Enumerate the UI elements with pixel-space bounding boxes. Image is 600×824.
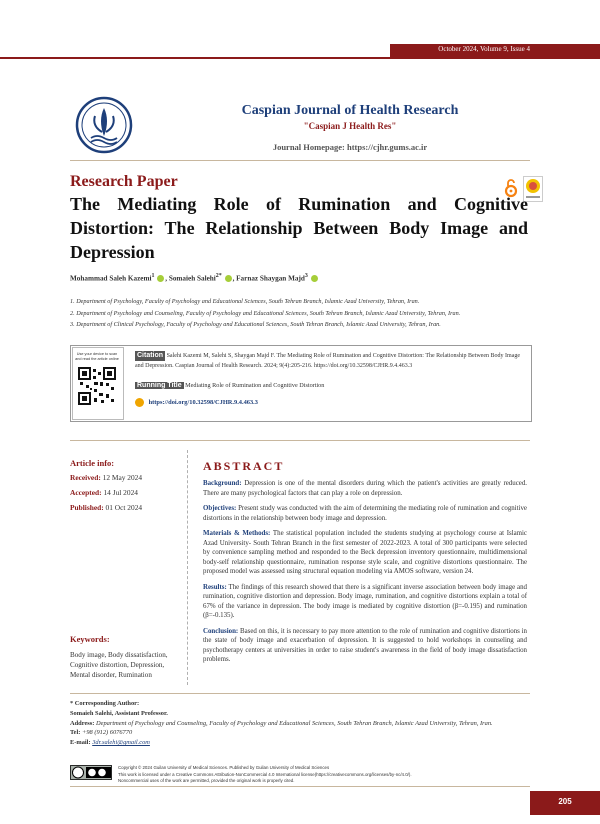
affiliations bbox=[70, 296, 530, 331]
abstract-results bbox=[203, 583, 527, 621]
doi-row[interactable] bbox=[135, 398, 523, 407]
running-title bbox=[135, 382, 523, 389]
journal-logo bbox=[75, 96, 133, 154]
author-affiliation: 3 bbox=[304, 273, 308, 279]
accepted-label: Accepted: bbox=[70, 488, 102, 497]
cc-license-icon[interactable] bbox=[70, 765, 112, 780]
doi-icon bbox=[135, 398, 144, 407]
divider bbox=[70, 440, 530, 441]
objectives-label: Objectives: bbox=[203, 505, 237, 512]
article-info-heading: Article info: bbox=[70, 458, 115, 468]
results-label: Results: bbox=[203, 583, 227, 591]
author-name: Somaieh Salehi bbox=[168, 274, 216, 283]
methods-text: The statistical population included the students studying at psychology course at Islamic Azad University- South Tehran Branch in the first semester of 2022-2023. A total of 300 participants were selected by convenience sampling method and responded to the Beck depression inventory questionnaire, multidimensional body-self relationship questionnaire, rumination response style scale, and cognitive distortions questionnaire. The proposed model was assessed using structural equation modeling via AMOS software, version 24. bbox=[203, 530, 527, 575]
results-text: The findings of this research showed that there is a significant inverse association between body image and rumination, cognitive distortion and depression. Body image, rumination, and cognitive distortions explain a total of 67% of the variance in depression. The body image is mediated by cognitive distortion (β=-0.195) and rumination (β=-0.135). bbox=[203, 583, 527, 619]
journal-abbrev: "Caspian J Health Res" bbox=[303, 121, 397, 131]
citation-label: Citation bbox=[137, 352, 164, 359]
corr-name: Somaieh Salehi, Assistant Professor. bbox=[70, 709, 168, 717]
received-date: 12 May 2024 bbox=[102, 473, 143, 482]
author-affiliation: 1 bbox=[151, 273, 155, 279]
corr-heading: * Corresponding Author: bbox=[70, 700, 140, 707]
methods-label: Materials & Methods: bbox=[203, 530, 271, 537]
tel-label: Tel: bbox=[70, 729, 81, 737]
journal-homepage[interactable]: Journal Homepage: https://cjhr.gums.ac.ir bbox=[272, 142, 428, 152]
article-dates bbox=[70, 470, 142, 515]
affiliation-item: 1. Department of Psychology, Faculty of Psychology and Educational Sciences, South Tehran Branch, Islamic Azad University, Tehran, Iran. bbox=[70, 298, 420, 305]
running-title-label: Running Title bbox=[137, 382, 182, 389]
conclusion-label: Conclusion: bbox=[203, 627, 239, 635]
keywords-heading: Keywords: bbox=[70, 634, 110, 644]
orcid-icon[interactable] bbox=[157, 275, 164, 282]
abstract-background bbox=[203, 479, 527, 498]
citation bbox=[135, 351, 523, 371]
keywords-text: Body image, Body dissatisfaction, Cognitive distortion, Depression, Mental disorder, Rumination bbox=[70, 651, 168, 679]
column-divider bbox=[187, 450, 188, 685]
address-label: Address: bbox=[70, 719, 95, 727]
header-rule bbox=[0, 57, 600, 59]
email-label: E-mail: bbox=[70, 739, 91, 747]
running-title-text: Mediating Role of Rumination and Cognitive Distortion bbox=[185, 382, 325, 389]
divider bbox=[70, 786, 530, 787]
journal-title: Caspian Journal of Health Research bbox=[241, 103, 459, 118]
usage-line: Noncommercial uses of the work are permitted, provided the original work is properly cited. bbox=[118, 778, 295, 783]
paper-type: Research Paper bbox=[70, 173, 178, 190]
copyright-notice bbox=[118, 765, 530, 785]
citation-text: Salehi Kazemi M, Salehi S, Shaygan Majd F. The Mediating Role of Rumination and Cognitive Distortion: The Relationship Between Body Image and Depression. Caspian Journal of Health Research. 2024; 9(4):205-216. https://doi.org/10.32598/CJHR.9.4.463.3 bbox=[135, 353, 520, 369]
issue-label: October 2024, Volume 9, Issue 4 bbox=[438, 45, 530, 53]
orcid-icon[interactable] bbox=[225, 275, 232, 282]
abstract-conclusion bbox=[203, 627, 527, 665]
author-name: Farnaz Shaygan Majd bbox=[236, 274, 305, 283]
author-affiliation: 2* bbox=[215, 273, 222, 279]
abstract-objectives bbox=[203, 504, 527, 523]
objectives-text: Present study was conducted with the aim of determining the mediating role of rumination and cognitive distortions in the relationship between body image and depression. bbox=[203, 505, 527, 522]
divider bbox=[70, 693, 530, 694]
author-list: Mohammad Saleh Kazemi$^1$ , Somaieh Salehi$^{2*}$ , Farnaz Shaygan Majd$^3$ bbox=[70, 273, 530, 282]
page-number: 205 bbox=[558, 797, 572, 806]
background-text: Depression is one of the mental disorders during which the patient's activities are greatly reduced. There are many psychological factors that can play a role on depression. bbox=[203, 480, 527, 497]
accepted-date: 14 Jul 2024 bbox=[103, 488, 138, 497]
abstract-body bbox=[203, 479, 527, 671]
received-label: Received: bbox=[70, 473, 101, 482]
author-name: Mohammad Saleh Kazemi bbox=[70, 274, 152, 283]
doi-link[interactable]: https://doi.org/10.32598/CJHR.9.4.463.3 bbox=[148, 398, 258, 406]
conclusion-text: Based on this, it is necessary to pay more attention to the role of rumination and cognitive distortions in the state of body image and exacerbation of depression. It is suggested to hold workshops in counseling and psychotherapy centers at universities in order to raise student's awareness in the field of body image dissatisfaction problems. bbox=[203, 627, 527, 663]
paper-title: The Mediating Role of Rumination and Cognitive Distortion: The Relationship Between Body Image and Depression bbox=[70, 194, 528, 262]
tel-text: +98 (912) 6076770 bbox=[82, 729, 133, 737]
published-label: Published: bbox=[70, 503, 104, 512]
published-date: 01 Oct 2024 bbox=[105, 503, 143, 512]
divider bbox=[70, 160, 530, 161]
affiliation-item: 2. Department of Psychology and Counseling, Faculty of Psychology and Educational Sciences, South Tehran Branch, Islamic Azad University, Tehran, Iran. bbox=[70, 309, 461, 317]
abstract-methods bbox=[203, 529, 527, 577]
corresponding-author bbox=[70, 699, 530, 748]
orcid-icon[interactable] bbox=[311, 275, 318, 282]
qr-code-icon[interactable] bbox=[78, 367, 116, 405]
address-text: Department of Psychology and Counseling, Faculty of Psychology and Educational Sciences, South Tehran Branch, Islamic Azad University, Tehran, Iran. bbox=[96, 719, 493, 727]
license-line: This work is licensed under a Creative Commons Attribution-NonCommercial 4.0 International license(https://creativecommons.org/licenses/by-nc/4.0/). bbox=[118, 771, 412, 777]
copyright-line: Copyright © 2024 Guilan University of Medical Sciences. Published by Guilan University of Medical Sciences bbox=[118, 765, 330, 770]
email-link[interactable]: 3dr.salehi@gmail.com bbox=[92, 739, 150, 747]
affiliation-item: 3. Department of Clinical Psychology, Faculty of Psychology and Educational Sciences, South Tehran Branch, Islamic Azad University, Tehran, Iran. bbox=[70, 321, 441, 328]
background-label: Background: bbox=[203, 480, 242, 487]
qr-caption: Use your device to scan and read the article online bbox=[75, 352, 119, 361]
abstract-heading: ABSTRACT bbox=[203, 459, 285, 473]
